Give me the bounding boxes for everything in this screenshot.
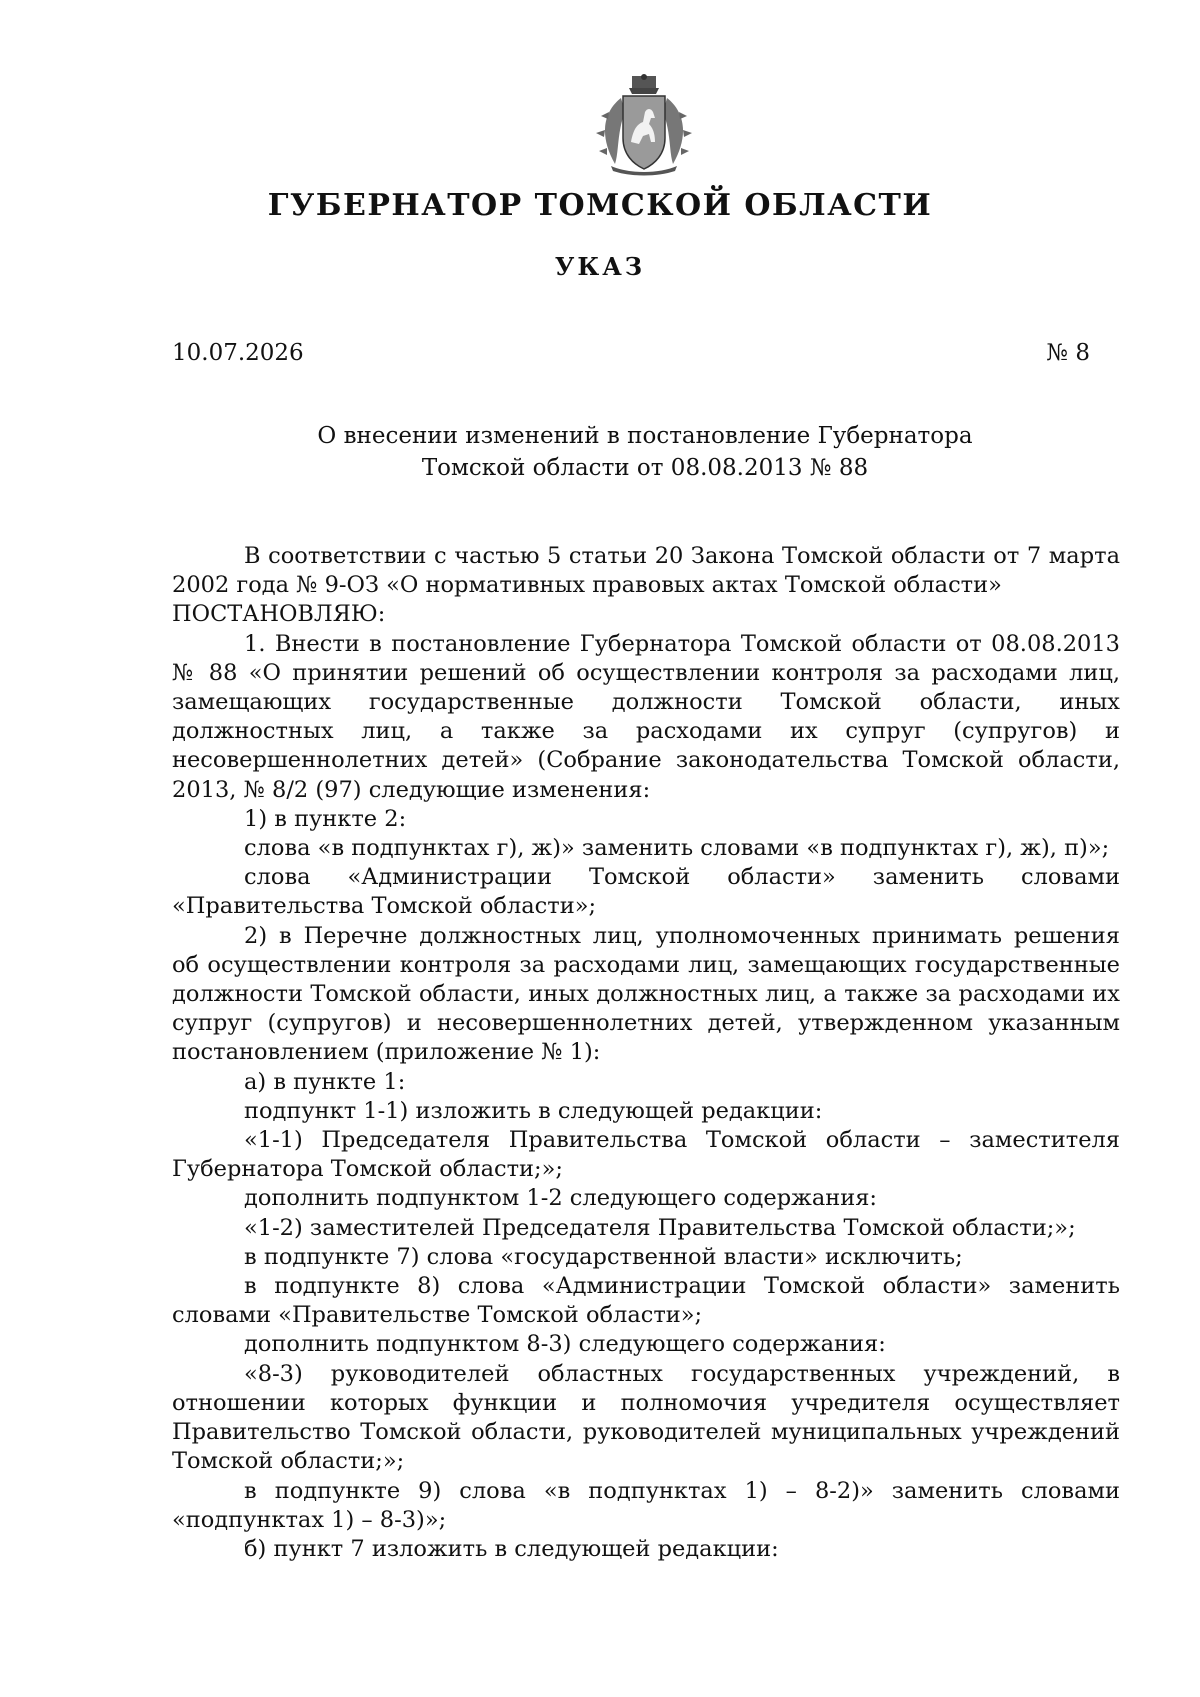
document-date: 10.07.2026 bbox=[172, 340, 304, 366]
paragraph: ПОСТАНОВЛЯЮ: bbox=[172, 601, 386, 628]
paragraph: дополнить подпунктом 1-2 следующего содержания: bbox=[244, 1185, 878, 1212]
paragraph: в подпункте 8) слова «Администрации Томской области» заменить словами «Правительстве Томской области»; bbox=[172, 1273, 1120, 1329]
paragraph: В соответствии с частью 5 статьи 20 Закона Томской области от 7 марта 2002 года № 9-ОЗ «О нормативных правовых актах Томской области» bbox=[172, 543, 1120, 599]
paragraph: подпункт 1-1) изложить в следующей редакции: bbox=[244, 1097, 823, 1124]
paragraph: в подпункте 9) слова «в подпунктах 1) – 8-2)» заменить словами «подпунктах 1) – 8-3)»; bbox=[172, 1477, 1120, 1533]
paragraph: 2) в Перечне должностных лиц, уполномоченных принимать решения об осуществлении контроля за расходами лиц, замещающих государственные должности Томской области, иных должностных лиц, а также за расходами их супруг (супругов) и несовершеннолетних детей, утвержденном указанным постановлением (приложение № 1): bbox=[172, 922, 1120, 1066]
paragraph: слова «в подпунктах г), ж)» заменить словами «в подпунктах г), ж), п)»; bbox=[244, 835, 1110, 862]
document-type: УКАЗ bbox=[554, 252, 646, 281]
document-number: № 8 bbox=[1046, 340, 1090, 366]
paragraph: слова «Администрации Томской области» заменить словами «Правительства Томской области»; bbox=[172, 864, 1120, 920]
paragraph: в подпункте 7) слова «государственной власти» исключить; bbox=[244, 1243, 963, 1270]
paragraph: а) в пункте 1: bbox=[244, 1068, 406, 1095]
issuer-title: ГУБЕРНАТОР ТОМСКОЙ ОБЛАСТИ bbox=[267, 188, 933, 223]
paragraph: 1) в пункте 2: bbox=[244, 805, 407, 832]
paragraph: б) пункт 7 изложить в следующей редакции: bbox=[244, 1535, 779, 1562]
subject-line: Томской области от 08.08.2013 № 88 bbox=[421, 455, 869, 481]
paragraph: «1-2) заместителей Председателя Правительства Томской области;»; bbox=[244, 1214, 1076, 1241]
document-body bbox=[172, 542, 1120, 1564]
document-subject bbox=[0, 420, 1200, 484]
coat-of-arms-icon bbox=[585, 72, 703, 177]
paragraph: дополнить подпунктом 8-3) следующего содержания: bbox=[244, 1331, 886, 1358]
paragraph: «8-3) руководителей областных государственных учреждений, в отношении которых функции и полномочия учредителя осуществляет Правительство Томской области, руководителей муниципальных учреждений Томской области;»; bbox=[172, 1360, 1120, 1475]
subject-line: О внесении изменений в постановление Губернатора bbox=[317, 423, 973, 449]
paragraph: 1. Внести в постановление Губернатора Томской области от 08.08.2013 № 88 «О принятии решений об осуществлении контроля за расходами лиц, замещающих государственные должности Томской области, иных должностных лиц, а также за расходами их супруг (супругов) и несовершеннолетних детей» (Собрание законодательства Томской области, 2013, № 8/2 (97) следующие изменения: bbox=[172, 630, 1120, 803]
paragraph: «1-1) Председателя Правительства Томской области – заместителя Губернатора Томской области;»; bbox=[172, 1127, 1120, 1183]
